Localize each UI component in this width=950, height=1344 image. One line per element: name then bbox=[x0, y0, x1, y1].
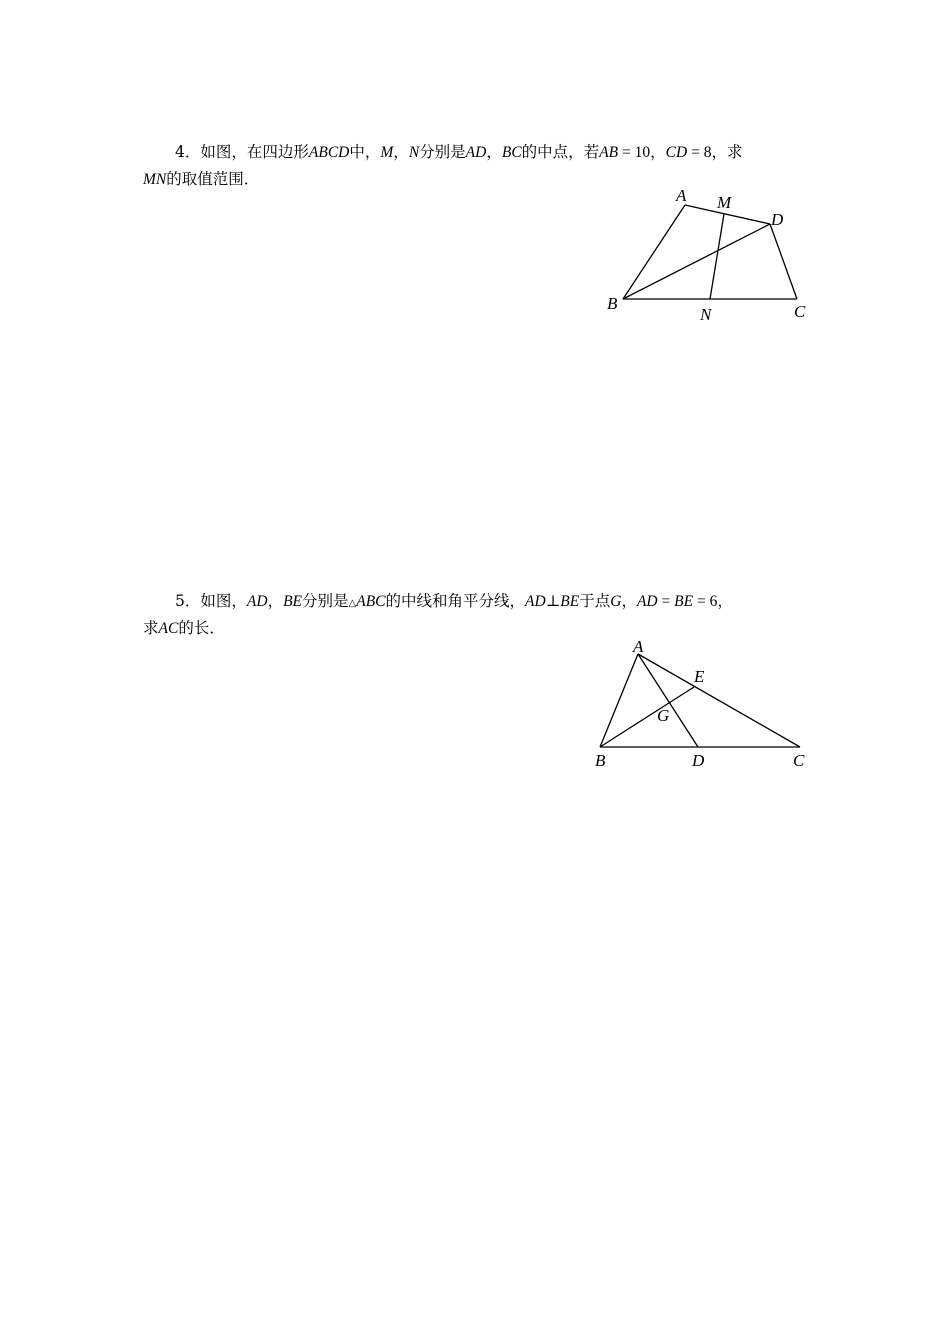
label-A: A bbox=[633, 637, 644, 656]
segment-AD bbox=[638, 654, 698, 747]
problem-5-number: 5． bbox=[175, 592, 201, 610]
segment-AB bbox=[600, 654, 638, 747]
segment-BD bbox=[623, 224, 770, 299]
label-C: C bbox=[794, 302, 806, 321]
triangle-figure bbox=[0, 600, 950, 800]
problem-4-number: 4． bbox=[175, 143, 201, 161]
label-M: M bbox=[717, 193, 732, 212]
problem-5-line-2: 求AC的长． bbox=[143, 619, 225, 637]
segment-DC bbox=[770, 224, 797, 299]
problem-4-line-2: MN的取值范围． bbox=[143, 170, 260, 188]
label-N: N bbox=[700, 305, 712, 324]
segment-MN bbox=[710, 214, 724, 299]
label-B: B bbox=[595, 751, 606, 770]
label-D: D bbox=[692, 751, 705, 770]
segment-BE bbox=[600, 687, 694, 747]
problem-5-line-1: 5．如图，AD，BE分别是△ABC的中线和角平分线，AD⊥BE于点G，AD = BE = 6， bbox=[175, 592, 733, 610]
label-G: G bbox=[657, 706, 670, 725]
label-D: D bbox=[771, 210, 784, 229]
label-E: E bbox=[694, 667, 705, 686]
problem-4-line-1: 4．如图，在四边形ABCD中，M，N分别是AD，BC的中点，若AB = 10，CD = 8，求 bbox=[175, 143, 743, 161]
label-B: B bbox=[607, 294, 618, 313]
segment-AB bbox=[623, 205, 685, 299]
label-A: A bbox=[676, 186, 687, 205]
label-C: C bbox=[793, 751, 805, 770]
segment-AC bbox=[638, 654, 800, 747]
quadrilateral-figure bbox=[0, 0, 950, 400]
